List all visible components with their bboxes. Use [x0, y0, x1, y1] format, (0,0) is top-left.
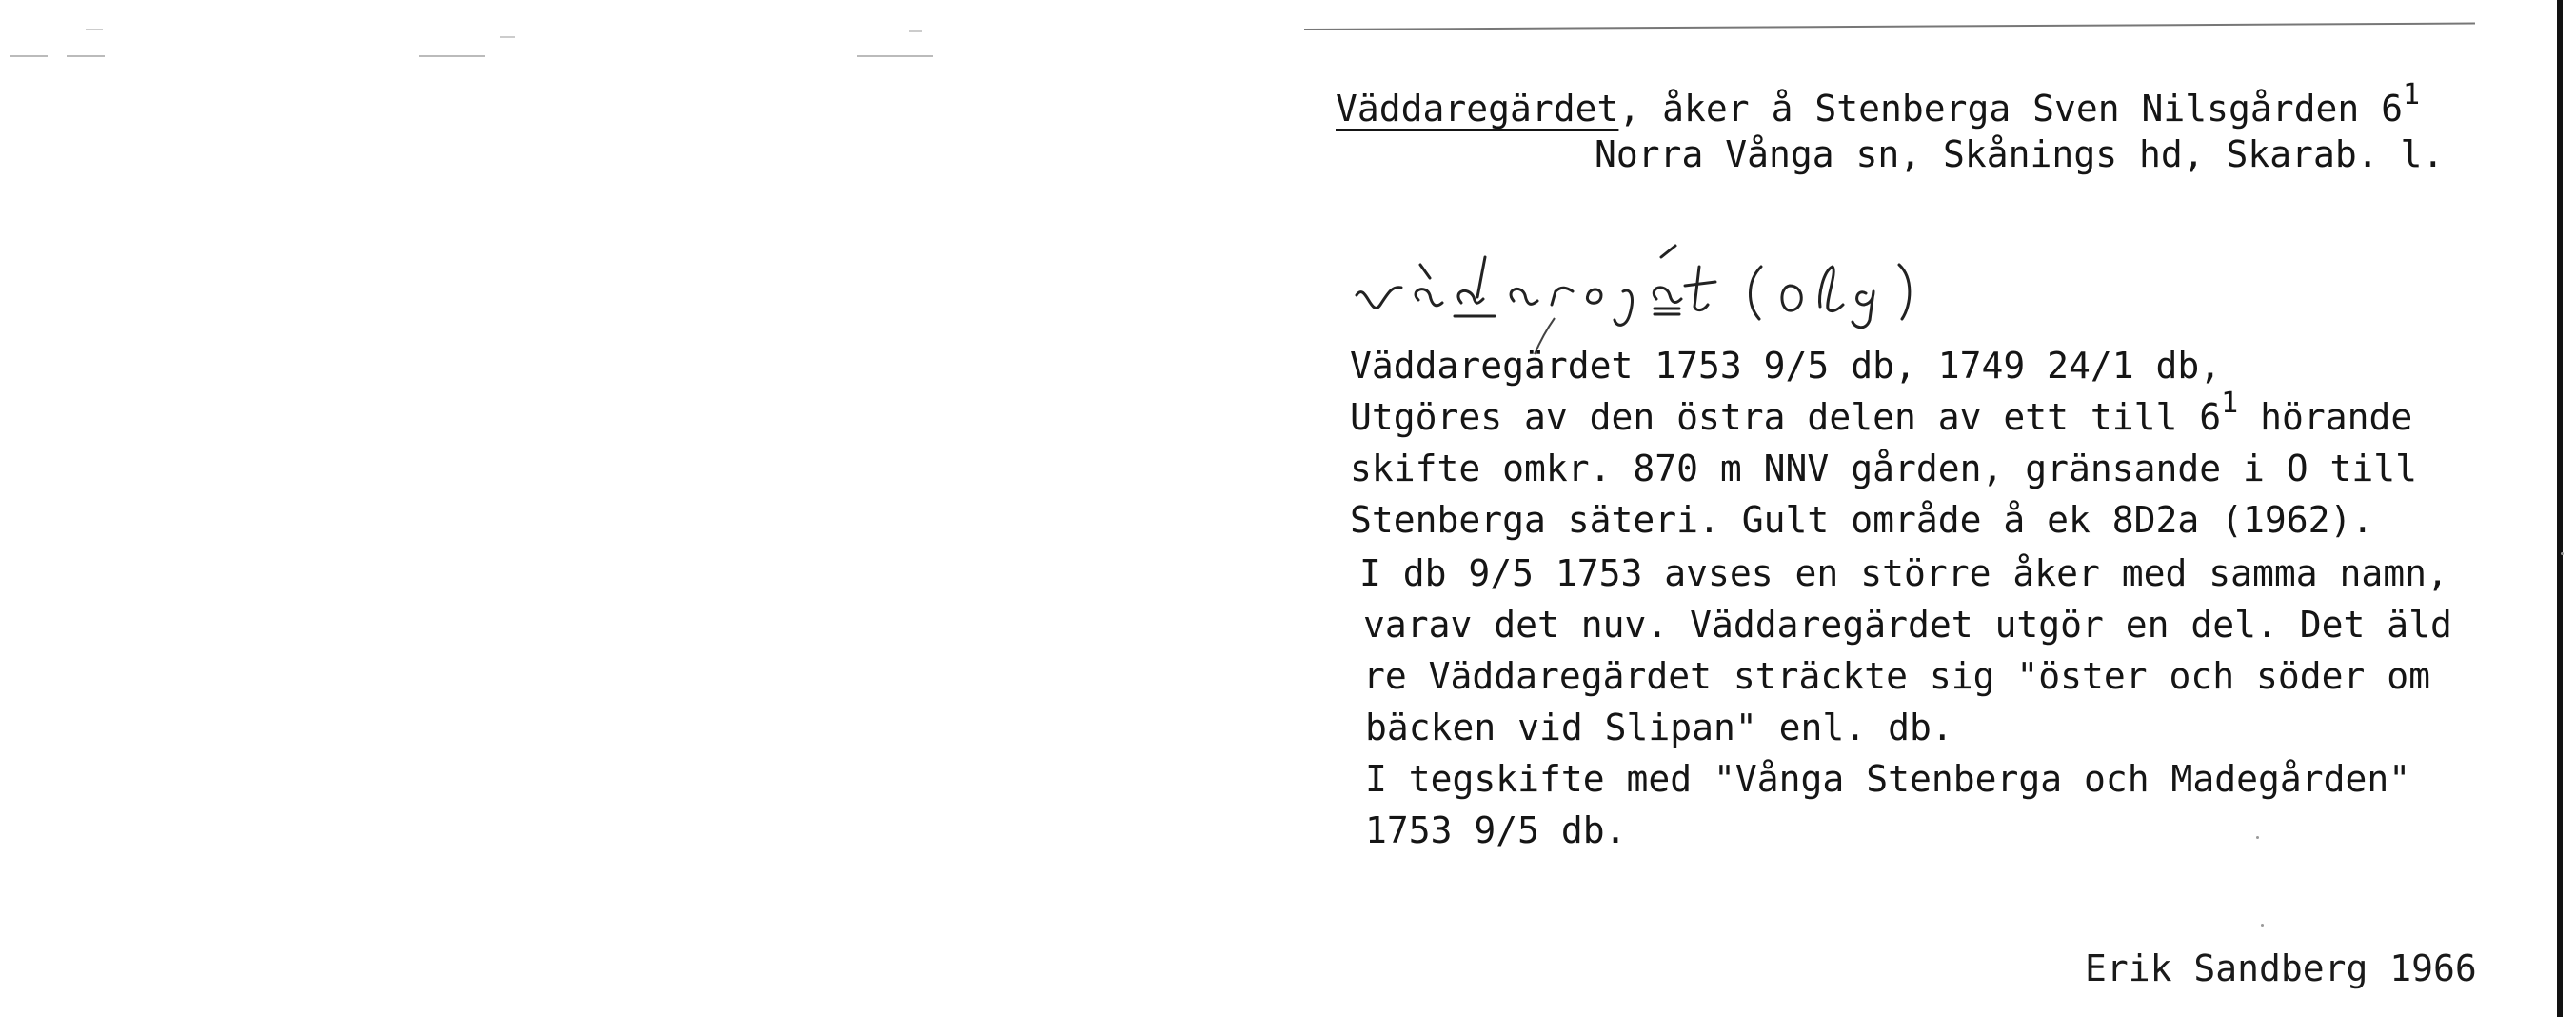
body-line-2-sup: 1 — [2221, 387, 2239, 420]
body-line-3 — [1350, 442, 2417, 495]
scan-mark — [419, 55, 485, 57]
body-line-6-text: varav det nuv. Väddaregärdet utgör en del. Det äld — [1363, 604, 2452, 646]
author-signature: Erik Sandberg 1966 — [2085, 947, 2477, 989]
card-top-edge — [1304, 23, 2475, 30]
body-line-7 — [1363, 649, 2430, 703]
scan-mark — [67, 55, 105, 57]
body-line-10 — [1365, 804, 1627, 857]
body-line-2 — [1350, 387, 2413, 448]
body-line-6 — [1363, 598, 2452, 651]
body-line-9 — [1365, 752, 2410, 806]
scan-dot — [2561, 552, 2564, 555]
body-line-5 — [1359, 547, 2448, 600]
handwritten-pronunciation — [1352, 229, 2075, 333]
body-line-1-text: Väddaregärdet 1753 9/5 db, 1749 24/1 db, — [1350, 345, 2222, 387]
body-line-3-text: skifte omkr. 870 m NNV gården, gränsande i O till — [1350, 448, 2418, 489]
parish-district-county: Norra Vånga sn, Skånings hd, Skarab. l. — [1595, 133, 2445, 175]
card-right-edge — [2557, 0, 2563, 1017]
body-line-10-text: 1753 9/5 db. — [1365, 809, 1627, 851]
header-description: , åker å Stenberga Sven Nilsgården 6 — [1618, 88, 2404, 130]
body-line-1 — [1350, 339, 2221, 392]
scan-mark — [10, 55, 48, 57]
body-line-9-text: I tegskifte med "Vånga Stenberga och Madegården" — [1365, 758, 2411, 800]
header-superscript: 1 — [2403, 78, 2421, 111]
scan-dot — [2256, 836, 2259, 839]
place-name: Väddaregärdet — [1336, 88, 1619, 130]
scan-mark — [857, 55, 933, 57]
scan-dot — [2261, 924, 2264, 927]
body-line-7-text: re Väddaregärdet sträckte sig "öster och söder om — [1363, 655, 2431, 697]
body-line-2-pre: Utgöres av den östra delen av ett till 6 — [1350, 396, 2222, 438]
body-line-8 — [1365, 701, 1953, 754]
body-line-4 — [1350, 493, 2373, 547]
body-line-2-post: hörande — [2238, 396, 2413, 438]
card-header-line2 — [1595, 128, 2444, 181]
body-line-8-text: bäcken vid Slipan" enl. db. — [1365, 707, 1953, 748]
scan-mark — [86, 29, 103, 30]
body-line-4-text: Stenberga säteri. Gult område å ek 8D2a (1962). — [1350, 499, 2374, 541]
scan-mark — [500, 36, 515, 38]
scan-mark — [909, 30, 922, 32]
body-line-5-text: I db 9/5 1753 avses en större åker med samma namn, — [1359, 552, 2448, 594]
